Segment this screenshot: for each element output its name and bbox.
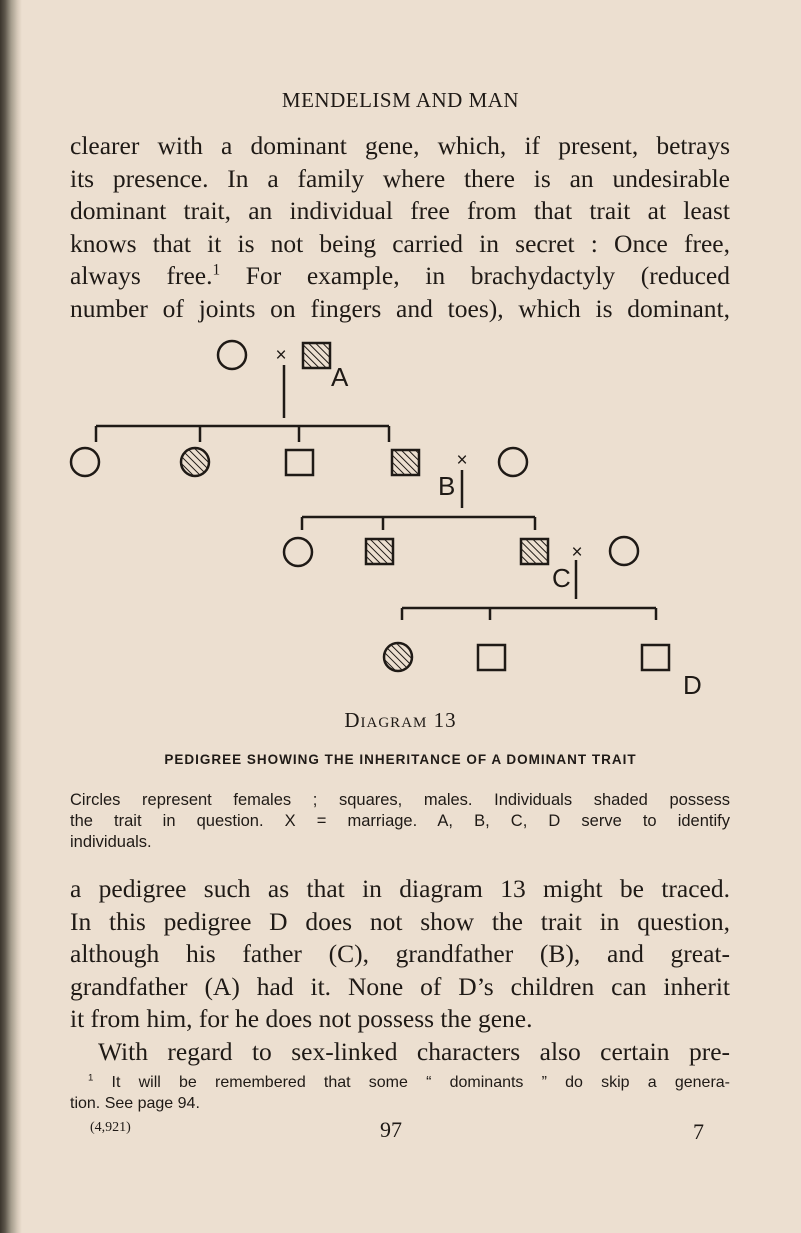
- text-line: it from him, for he does not possess the gene.: [70, 1004, 533, 1034]
- text-line: clearer with a dominant gene, which, if present, betrays: [70, 131, 730, 160]
- male-affected-b: [392, 450, 419, 475]
- female-unaffected: [610, 537, 638, 565]
- text-line: knows that it is not being carried in secret : Once free,: [70, 228, 730, 258]
- text-line: a pedigree such as that in diagram 13 might be traced.: [70, 874, 730, 903]
- female-unaffected: [499, 448, 527, 476]
- footnote-marker: 1: [212, 261, 221, 279]
- text-line: dominant trait, an individual free from that trait at least: [70, 196, 730, 226]
- text-line-with-footnote: [70, 260, 730, 293]
- label-a: A: [331, 362, 349, 392]
- male-unaffected: [478, 645, 505, 670]
- marriage-symbol: ×: [275, 345, 287, 366]
- male-affected-c: [521, 539, 548, 564]
- label-d: D: [683, 670, 702, 700]
- female-affected: [181, 448, 209, 476]
- female-unaffected: [218, 341, 246, 369]
- printer-code: (4,921): [90, 1120, 131, 1135]
- female-unaffected: [284, 538, 312, 566]
- male-unaffected: [286, 450, 313, 475]
- label-c: C: [552, 563, 571, 593]
- male-unaffected-d: [642, 645, 669, 670]
- footnote-marker: 1: [88, 1072, 94, 1084]
- text-fragment: always free.: [70, 261, 213, 291]
- text-line: its presence. In a family where there is an undesirable: [70, 163, 730, 193]
- diagram-title-text: Diagram 13: [344, 708, 457, 732]
- label-b: B: [438, 471, 456, 501]
- marriage-symbol: ×: [456, 450, 468, 471]
- text-line: although his father (C), grandfather (B), and great-: [70, 939, 730, 969]
- diagram-subtitle: PEDIGREE SHOWING THE INHERITANCE OF A DOMINANT TRAIT: [164, 752, 637, 767]
- diagram-title: [0, 708, 801, 733]
- footnote-text: It will be remembered that some “ dominants ” do skip a genera-: [111, 1074, 730, 1091]
- footnote: [70, 1072, 730, 1114]
- male-affected-a: [303, 343, 330, 368]
- signature-mark: 7: [693, 1119, 704, 1144]
- running-title: MENDELISM AND MAN: [281, 88, 520, 112]
- male-affected: [366, 539, 393, 564]
- caption-line: Circles represent females ; squares, males. Individuals shaded possess: [70, 791, 730, 809]
- text-line: number of joints on fingers and toes), which is dominant,: [70, 293, 730, 323]
- footnote-line: tion. See page 94.: [70, 1095, 200, 1112]
- female-unaffected: [71, 448, 99, 476]
- text-fragment: For example, in brachydactyly (reduced: [245, 261, 730, 291]
- caption-line: individuals.: [70, 833, 152, 851]
- page-number: 97: [380, 1117, 402, 1142]
- bottom-paragraph: [70, 873, 730, 1069]
- marriage-symbol: ×: [571, 542, 583, 563]
- female-affected: [384, 643, 412, 671]
- text-line: grandfather (A) had it. None of D’s children can inherit: [70, 971, 730, 1001]
- top-paragraph: [70, 130, 730, 326]
- pedigree-diagram: [0, 320, 801, 700]
- diagram-caption: [70, 790, 730, 853]
- text-line: In this pedigree D does not show the trait in question,: [70, 906, 730, 936]
- footnote-line: [70, 1072, 730, 1093]
- text-line: With regard to sex-linked characters also certain pre-: [98, 1036, 730, 1066]
- caption-line: the trait in question. X = marriage. A, B, C, D serve to identify: [70, 812, 730, 830]
